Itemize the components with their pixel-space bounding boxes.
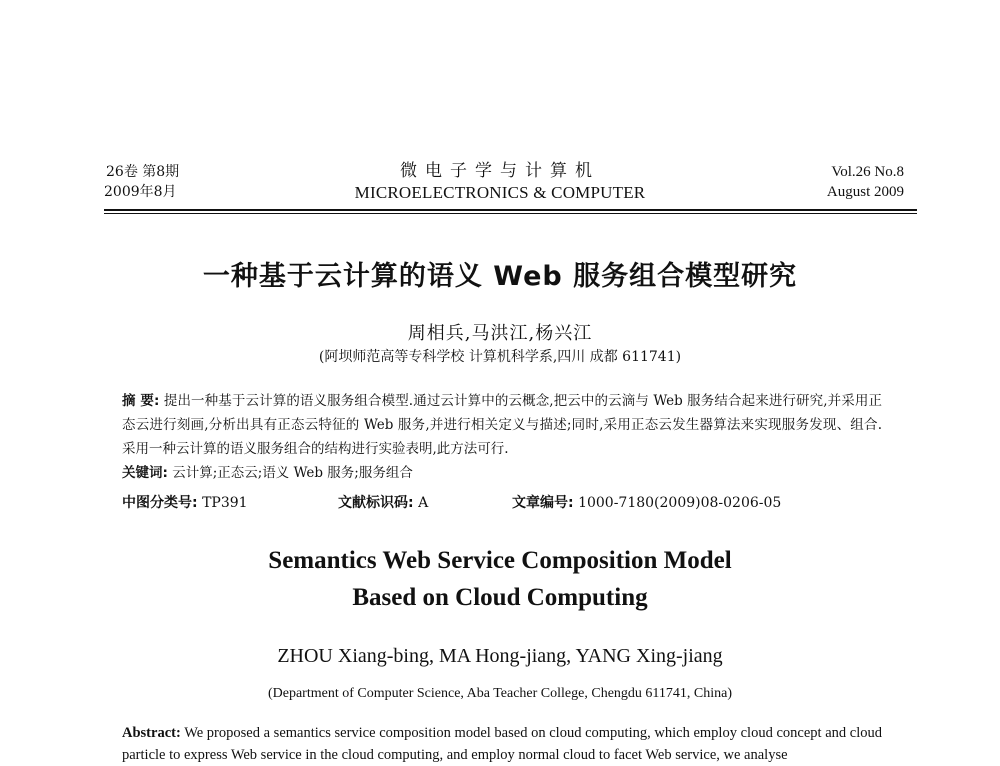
volume-issue-en: Vol.26 No.8: [831, 164, 904, 180]
affiliation-en: (Department of Computer Science, Aba Teacher College, Chengdu 611741, China): [267, 686, 732, 701]
article-no-value: 1000-7180(2009)08-0206-05: [578, 495, 782, 511]
keywords-label: 关键词:: [122, 465, 168, 481]
paper-title-en-line1: Semantics Web Service Composition Model: [268, 547, 732, 574]
paper-title-cn: 一种基于云计算的语义 Web 服务组合模型研究: [202, 261, 798, 292]
article-no-label: 文章编号:: [512, 495, 574, 511]
clc-field: [122, 492, 338, 512]
paper-title-en: [0, 542, 1000, 616]
classification-row: [122, 492, 882, 512]
article-no-field: [512, 492, 781, 512]
header-rule-thin: [104, 213, 917, 214]
doc-code-label: 文献标识码:: [338, 495, 414, 511]
affiliation-cn: (阿坝师范高等专科学校 计算机科学系,四川 成都 611741): [318, 349, 682, 365]
abstract-en-text: We proposed a semantics service composition model based on cloud computing, which employ cloud concept and cloud particle to express Web service in the cloud computing, and employ normal cloud to facet Web service, we analyse: [122, 725, 882, 763]
header-rule-thick: [104, 209, 917, 211]
abstract-en-label: Abstract:: [122, 725, 181, 741]
abstract-en: [122, 722, 882, 766]
abstract-cn: [122, 389, 882, 485]
paper-title-en-line2: Based on Cloud Computing: [352, 584, 648, 611]
abstract-cn-text: 提出一种基于云计算的语义服务组合模型.通过云计算中的云概念,把云中的云滴与 Web 服务结合起来进行研究,并采用正态云进行刻画,分析出具有正态云特征的 Web 服务,并进行相关定义与描述;同时,采用正态云发生器算法来实现服务发现、组合.采用一种云计算的语义服务组合的结构进行实验表明,此方法可行.: [122, 393, 882, 457]
abstract-cn-label: 摘 要:: [122, 393, 160, 409]
clc-value: TP391: [202, 495, 248, 511]
doc-code-field: [338, 492, 512, 512]
keywords-text: 云计算;正态云;语义 Web 服务;服务组合: [172, 465, 413, 481]
journal-issue-en: [827, 162, 904, 202]
journal-name-en: MICROELECTRONICS & COMPUTER: [354, 183, 646, 202]
authors-en: ZHOU Xiang-bing, MA Hong-jiang, YANG Xing-jiang: [277, 645, 723, 667]
authors-cn: 周相兵,马洪江,杨兴江: [407, 323, 593, 344]
clc-label: 中图分类号:: [122, 495, 198, 511]
doc-code-value: A: [418, 495, 429, 511]
issue-date-en: August 2009: [826, 184, 904, 200]
journal-name-cn: 微电子学与计算机: [400, 161, 600, 181]
volume-issue-cn: 26卷 第8期: [106, 164, 180, 180]
issue-date-cn: 2009年8月: [104, 184, 177, 200]
